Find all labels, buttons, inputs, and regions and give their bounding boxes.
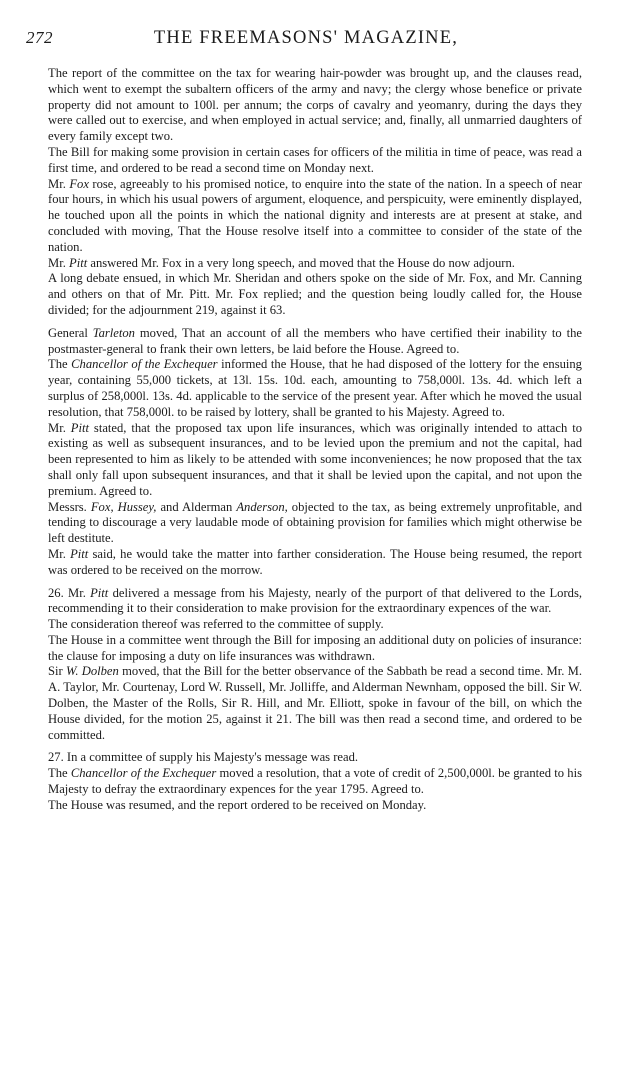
text-segment: 26. Mr. [48, 585, 91, 600]
text-segment: stated, that the proposed tax upon life insurances, which was originally intended to attach to existing as well as subsequent insurances, and to be levied upon the premium and not the capital, had been represented to him as likely to be attended with some inconveniences; he now proposed that the tax shall only fall upon subsequent insurances, and that it shall be levied upon the capital, and not upon the premium. Agreed to. [48, 420, 582, 498]
italic-name: Tarleton [92, 325, 135, 340]
paragraph [48, 750, 582, 766]
text-segment: The [48, 357, 72, 372]
italic-name: Fox [69, 176, 89, 191]
text-segment: delivered a message from his Majesty, nearly of the purport of that delivered to the Lords, recommending it to their consideration to make provision for the extraordinary expences of the war. [48, 585, 582, 616]
text-segment: Mr. [48, 546, 71, 561]
paragraph [48, 357, 582, 420]
paragraph [48, 617, 582, 633]
text-segment: informed the House, that he had disposed of the lottery for the ensuing year, containing 55,000 tickets, at 13l. 15s. 10d. each, amounting to 758,000l. 13s. 4d. which left a surplus of 258,000l. 13s. 4d. applicable to the service of the present year. After which he moved the usual resolution, that 758,000l. to be raised by lottery, shall be granted to his Majesty. Agreed to. [48, 357, 582, 419]
text-segment: The report of the committee on the tax for wearing hair-powder was brought up, and the clauses read, which went to exempt the subaltern officers of the army and navy; the clergy whose benefice or private property did not amount to 100l. per annum; the corps of cavalry and yeomanry, during the days they were called out to exercise, and when employed in actual service; and, finally, all unmarried daughters of every family except two. [48, 66, 582, 144]
text-segment: Mr. [48, 255, 69, 270]
paragraph [48, 798, 582, 814]
article-body [48, 66, 582, 814]
paragraph [48, 177, 582, 256]
text-segment: objected to the tax, as being extremely unprofitable, and tending to discourage a very laudable mode of obtaining provision for families which might otherwise be left destitute. [48, 499, 582, 546]
italic-name: Fox, Hussey, [90, 499, 157, 514]
italic-name: Pitt [69, 255, 88, 270]
paragraph [48, 586, 582, 618]
paragraph [48, 500, 582, 547]
paragraph [48, 766, 582, 798]
paragraph [48, 326, 582, 358]
text-segment: The [48, 766, 71, 781]
paragraph [48, 256, 582, 272]
italic-name: Pitt [90, 585, 109, 600]
paragraph [48, 66, 582, 145]
text-segment: General [48, 325, 93, 340]
text-segment: 27. In a committee of supply his Majesty's message was read. [48, 750, 359, 765]
paragraph [48, 664, 582, 743]
italic-name: Pitt [70, 420, 89, 435]
running-head [26, 28, 586, 54]
text-segment: said, he would take the matter into farther consideration. The House being resumed, the report was ordered to be received on the morrow. [48, 546, 582, 577]
text-segment: Messrs. [48, 499, 91, 514]
paragraph [48, 421, 582, 500]
italic-name: Pitt [70, 546, 89, 561]
paragraph [48, 633, 582, 665]
text-segment: moved, That an account of all the members who have certified their inability to the postmaster-general to frank their own letters, be laid before the House. Agreed to. [48, 325, 582, 356]
page-number: 272 [26, 28, 53, 47]
paragraph [48, 145, 582, 177]
paragraph [48, 547, 582, 579]
text-segment: The Bill for making some provision in certain cases for officers of the militia in time of peace, was read a first time, and ordered to be read a second time on Monday next. [48, 144, 582, 175]
text-segment: answered Mr. Fox in a very long speech, and moved that the House do now adjourn. [87, 255, 515, 270]
text-segment: Mr. [48, 176, 70, 191]
text-segment: rose, agreeably to his promised notice, to enquire into the state of the nation. In a speech of near four hours, in which his usual powers of argument, eloquence, and perspicuity, were eminently displayed, he touched upon all the points in which the national dignity and interests are at present at stake, and concluded with moving, That the House resolve itself into a committee to consider of the state of the nation. [48, 176, 582, 254]
italic-name: Chancellor of the Exchequer [70, 766, 217, 781]
running-title: THE FREEMASONS' MAGAZINE, [153, 28, 459, 48]
text-segment: moved, that the Bill for the better observance of the Sabbath be read a second time. Mr. M. A. Taylor, Mr. Courtenay, Lord W. Russell, Mr. Jolliffe, and Alderman Newnham, opposed the bill. Sir W. Dolben, the Master of the Rolls, Sir R. Hill, and Mr. Elliott, spoke in favour of the bill, on which the House divided, for the motion 25, against it 21. The bill was then read a second time, and ordered to be committed. [48, 664, 582, 742]
text-segment: and Alderman [156, 499, 237, 514]
text-segment: A long debate ensued, in which Mr. Sheridan and others spoke on the side of Mr. Fox, and Mr. Canning and others on that of Mr. Pitt. Mr. Fox replied; and the question being loudly called for, the House divided; for the adjournment 219, against it 63. [48, 271, 582, 317]
italic-name: Anderson, [236, 499, 288, 514]
text-segment: The House in a committee went through the Bill for imposing an additional duty on policies of insurance: the clause for imposing a duty on life insurances was withdrawn. [48, 632, 582, 663]
text-segment: Mr. [48, 420, 71, 435]
italic-name: Chancellor of the Exchequer [71, 357, 218, 372]
text-segment: Sir [48, 664, 66, 679]
text-segment: The consideration thereof was referred to the committee of supply. [48, 617, 384, 632]
paragraph [48, 271, 582, 318]
text-segment: moved a resolution, that a vote of credit of 2,500,000l. be granted to his Majesty to defray the extraordinary expences for the year 1795. Agreed to. [48, 766, 582, 797]
text-segment: The House was resumed, and the report ordered to be received on Monday. [48, 797, 427, 812]
italic-name: W. Dolben [65, 664, 119, 679]
